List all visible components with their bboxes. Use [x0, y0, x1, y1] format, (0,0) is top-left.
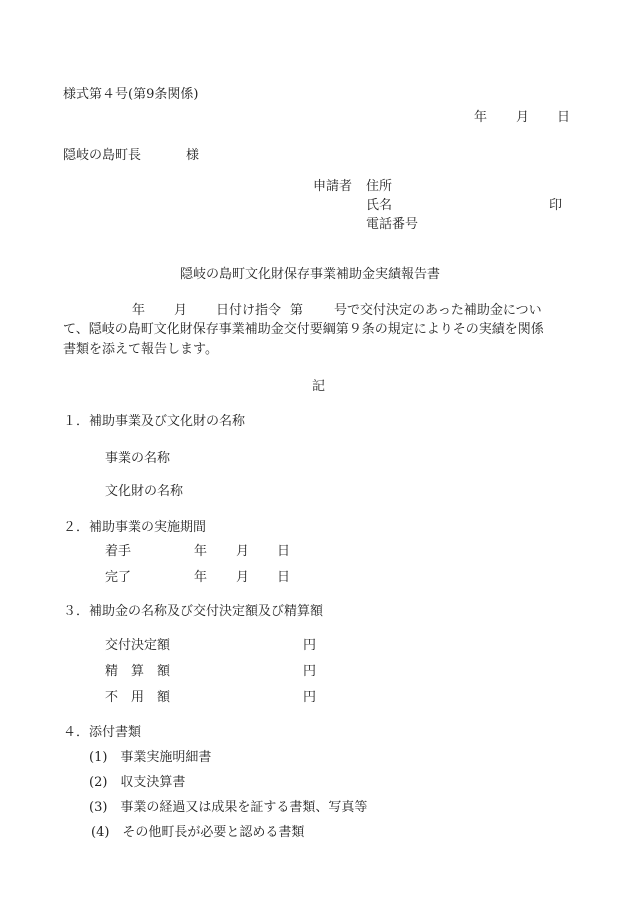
section-3-heading: ３．補助金の名称及び交付決定額及び精算額 — [63, 604, 324, 619]
body-line1: 号で交付決定のあった補助金につい — [334, 303, 542, 318]
unused-yen: 円 — [303, 690, 317, 705]
applicant-name-label: 氏名 — [366, 198, 393, 213]
date-day: 日 — [557, 110, 571, 125]
body-month: 月 — [174, 303, 188, 318]
section-4-heading: ４．添付書類 — [63, 725, 142, 740]
document-title: 隠岐の島町文化財保存事業補助金実績報告書 — [180, 267, 441, 282]
body-line3: 書類を添えて報告します。 — [63, 342, 218, 357]
form-number: 様式第４号(第9条関係) — [63, 87, 199, 102]
end-month: 月 — [236, 570, 250, 585]
attachment-item: (3) 事業の経過又は成果を証する書類、写真等 — [89, 800, 368, 815]
seal-mark: 印 — [549, 198, 563, 213]
attachment-item: (1) 事業実施明細書 — [89, 750, 212, 765]
attachment-item: (4) その他町長が必要と認める書類 — [91, 825, 305, 840]
body-no: 第 — [290, 303, 304, 318]
end-day: 日 — [277, 570, 291, 585]
applicant-label: 申請者 — [313, 179, 353, 194]
property-name-label: 文化財の名称 — [105, 484, 184, 499]
section-2-heading: ２．補助事業の実施期間 — [63, 520, 207, 535]
settled-amount-label: 精 算 額 — [105, 664, 171, 679]
start-month: 月 — [236, 544, 250, 559]
decided-yen: 円 — [303, 638, 317, 653]
applicant-phone-label: 電話番号 — [366, 217, 419, 232]
body-day-ref: 日付け指令 — [216, 303, 282, 318]
body-line2: て、隠岐の島町文化財保存事業補助金交付要綱第９条の規定によりその実績を関係 — [63, 322, 544, 337]
applicant-address-label: 住所 — [366, 179, 393, 194]
decided-amount-label: 交付決定額 — [105, 638, 171, 653]
body-year: 年 — [132, 303, 146, 318]
start-day: 日 — [277, 544, 291, 559]
end-label: 完了 — [105, 570, 132, 585]
start-year: 年 — [194, 544, 208, 559]
settled-yen: 円 — [303, 664, 317, 679]
addressee: 隠岐の島町長 — [63, 148, 142, 163]
date-month: 月 — [516, 110, 530, 125]
project-name-label: 事業の名称 — [105, 451, 171, 466]
unused-amount-label: 不 用 額 — [105, 690, 171, 705]
date-year: 年 — [474, 110, 488, 125]
addressee-honorific: 様 — [186, 148, 200, 163]
attachment-item: (2) 収支決算書 — [89, 775, 186, 790]
start-label: 着手 — [105, 544, 132, 559]
end-year: 年 — [194, 570, 208, 585]
section-1-heading: １．補助事業及び文化財の名称 — [63, 414, 246, 429]
ki-heading: 記 — [312, 379, 326, 394]
